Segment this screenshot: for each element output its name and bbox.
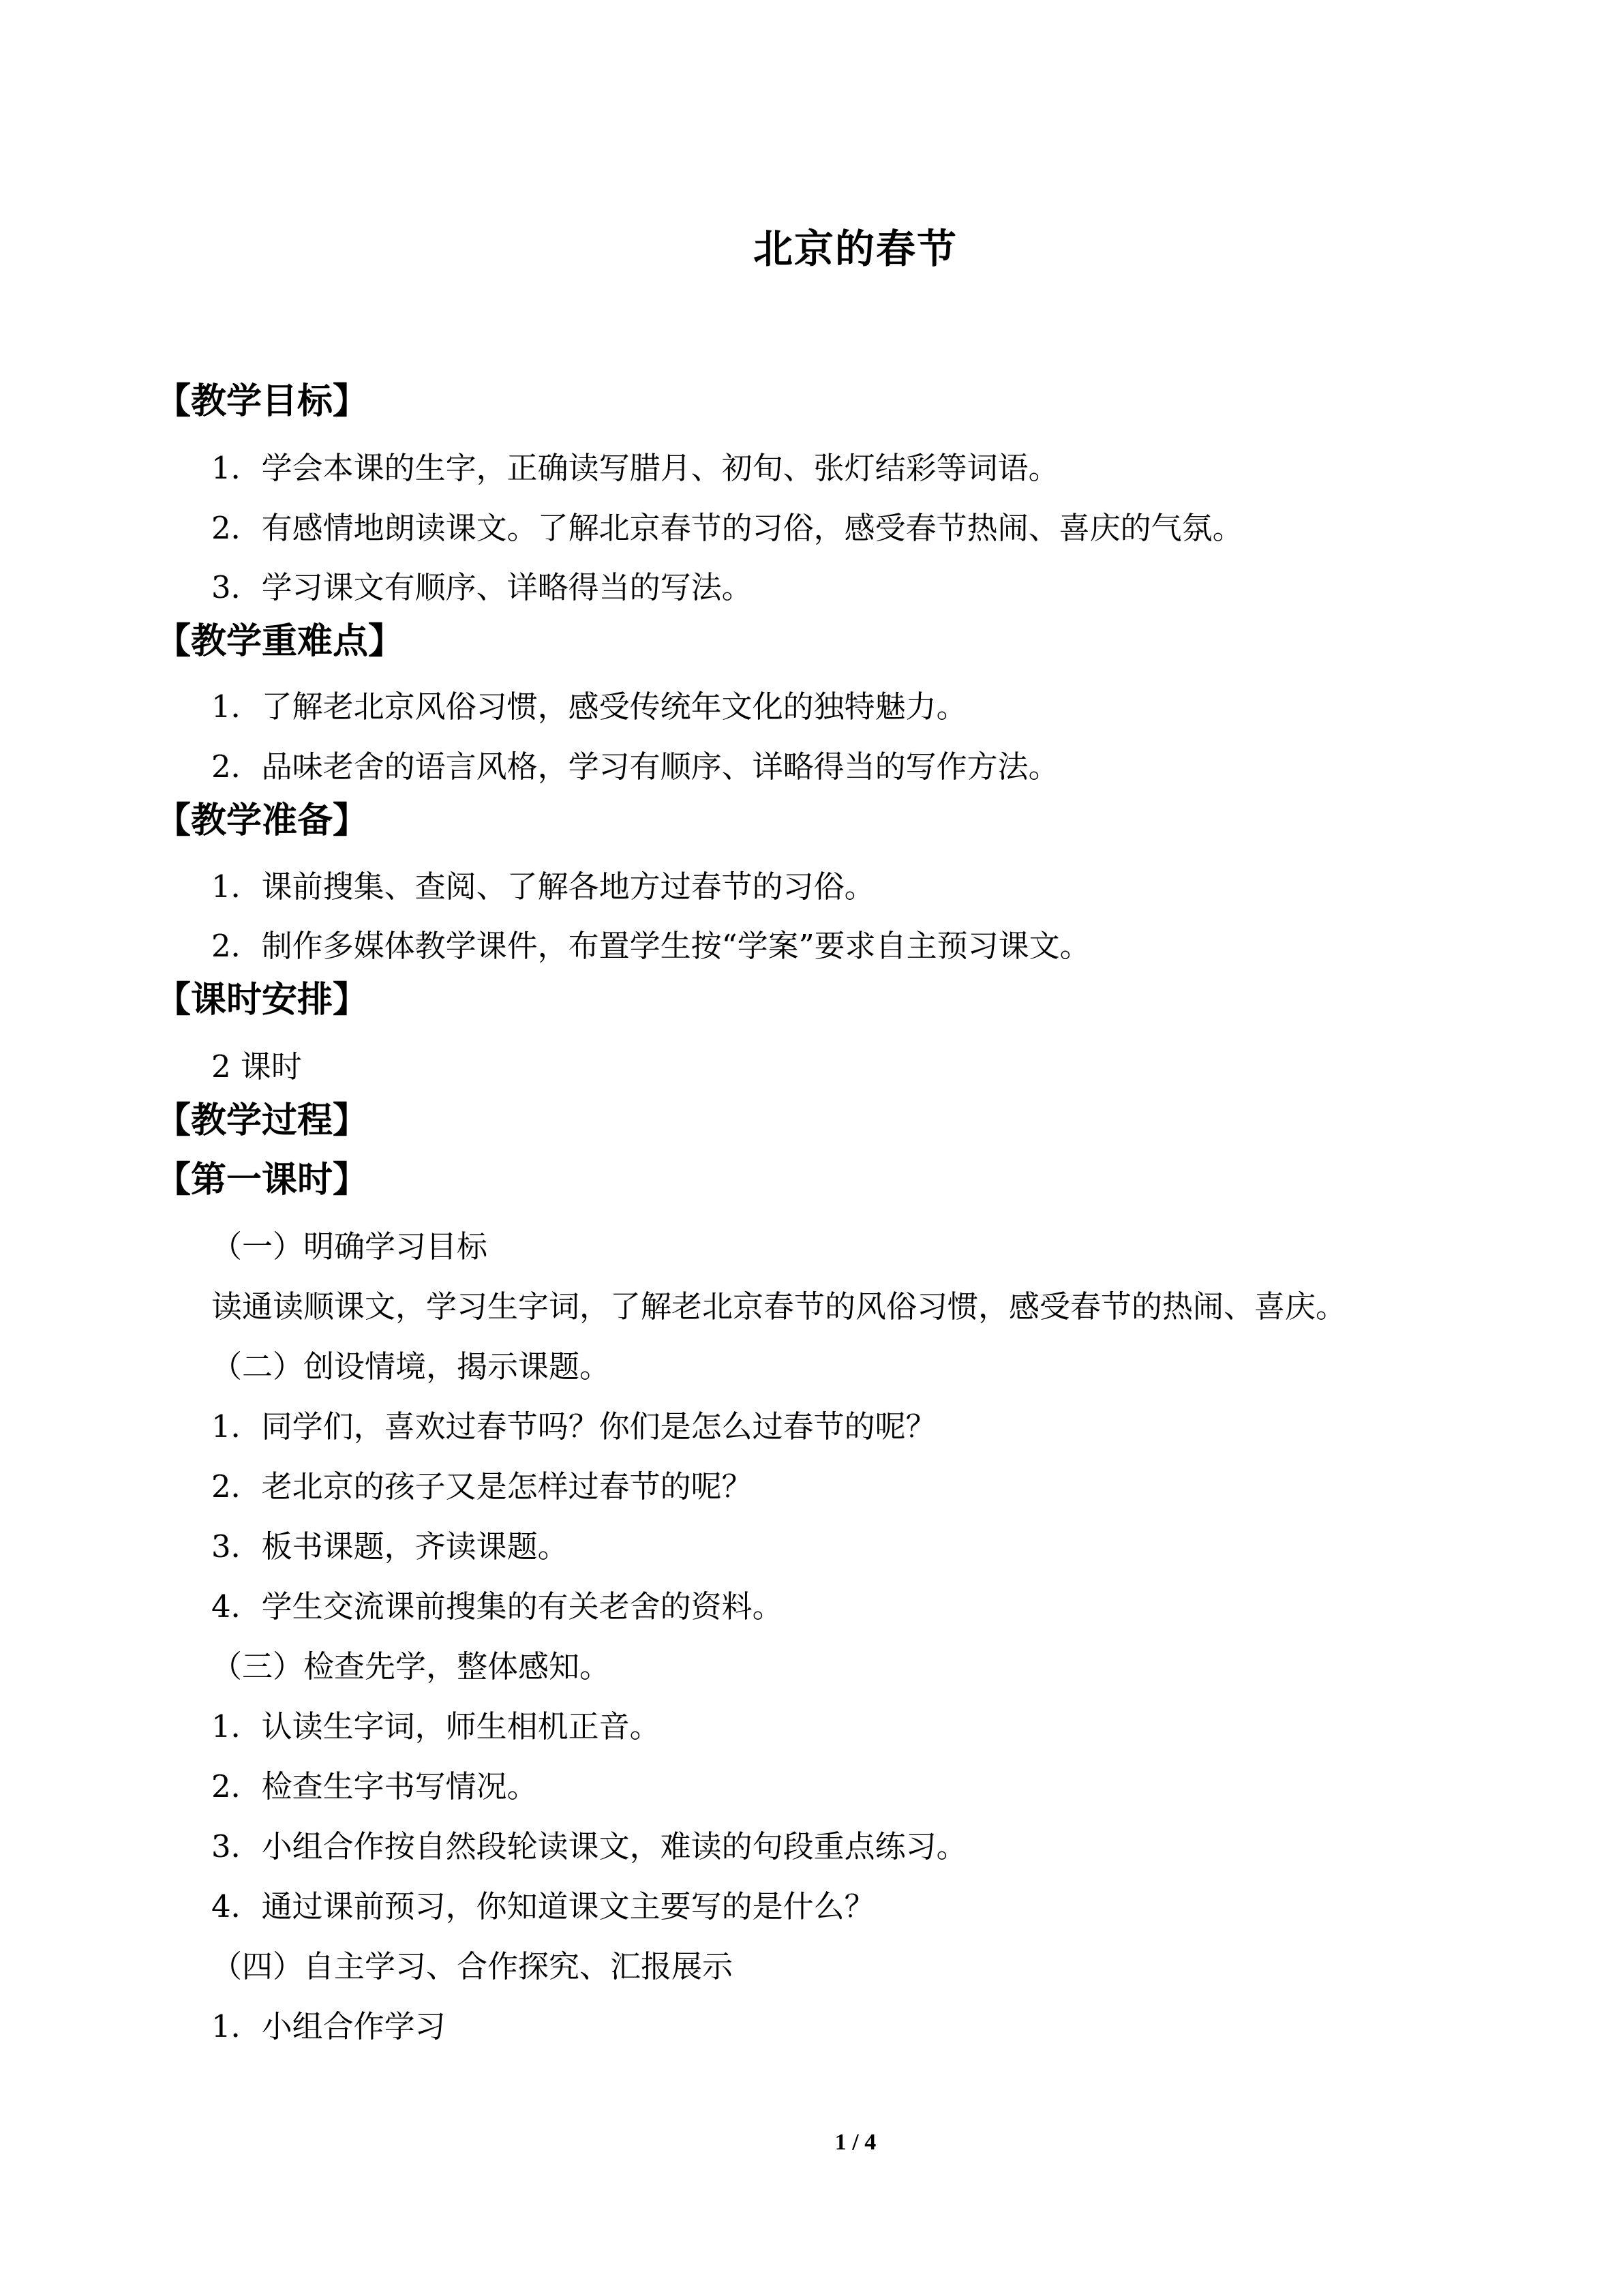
preparation-item-2: 2．制作多媒体教学课件，布置学生按“学案”要求自主预习课文。 [211,928,1091,964]
key-point-item-1: 1．了解老北京风俗习惯，感受传统年文化的独特魅力。 [211,689,967,725]
lesson-line-3: （二）创设情境，揭示课题。 [211,1348,611,1385]
preparation-item-1: 1．课前搜集、查阅、了解各地方过春节的习俗。 [211,868,875,905]
goal-item-1: 1．学会本课的生字，正确读写腊月、初旬、张灯结彩等词语。 [211,450,1059,486]
lesson-line-8: （三）检查先学，整体感知。 [211,1648,611,1685]
lesson-line-10: 2．检查生字书写情况。 [211,1768,538,1804]
lesson-line-1: （一）明确学习目标 [211,1228,488,1265]
schedule-text: 2 课时 [211,1048,302,1085]
lesson-line-13: （四）自主学习、合作探究、汇报展示 [211,1948,733,1984]
section-heading-key-points: 【教学重难点】 [155,621,404,662]
lesson-line-7: 4．学生交流课前搜集的有关老舍的资料。 [211,1588,783,1625]
section-heading-first-lesson: 【第一课时】 [155,1160,369,1200]
lesson-line-4: 1．同学们，喜欢过春节吗？你们是怎么过春节的呢？ [211,1408,937,1445]
page-title: 北京的春节 [753,226,958,272]
lesson-line-14: 1．小组合作学习 [211,2008,446,2044]
section-heading-goals: 【教学目标】 [155,381,369,422]
lesson-line-11: 3．小组合作按自然段轮读课文，难读的句段重点练习。 [211,1828,967,1864]
page-number: 1 / 4 [834,2130,877,2155]
section-heading-schedule: 【课时安排】 [155,980,369,1021]
section-heading-process: 【教学过程】 [155,1100,369,1141]
lesson-line-5: 2．老北京的孩子又是怎样过春节的呢？ [211,1468,753,1505]
goal-item-2: 2．有感情地朗读课文。了解北京春节的习俗，感受春节热闹、喜庆的气氛。 [211,510,1243,546]
lesson-line-6: 3．板书课题，齐读课题。 [211,1528,568,1565]
lesson-line-9: 1．认读生字词，师生相机正音。 [211,1708,661,1744]
lesson-line-12: 4．通过课前预习，你知道课文主要写的是什么？ [211,1888,875,1924]
goal-item-3: 3．学习课文有顺序、详略得当的写法。 [211,569,753,605]
lesson-line-2: 读通读顺课文，学习生字词，了解老北京春节的风俗习惯，感受春节的热闹、喜庆。 [211,1288,1347,1325]
section-heading-preparation: 【教学准备】 [155,800,369,841]
key-point-item-2: 2．品味老舍的语言风格，学习有顺序、详略得当的写作方法。 [211,749,1059,785]
